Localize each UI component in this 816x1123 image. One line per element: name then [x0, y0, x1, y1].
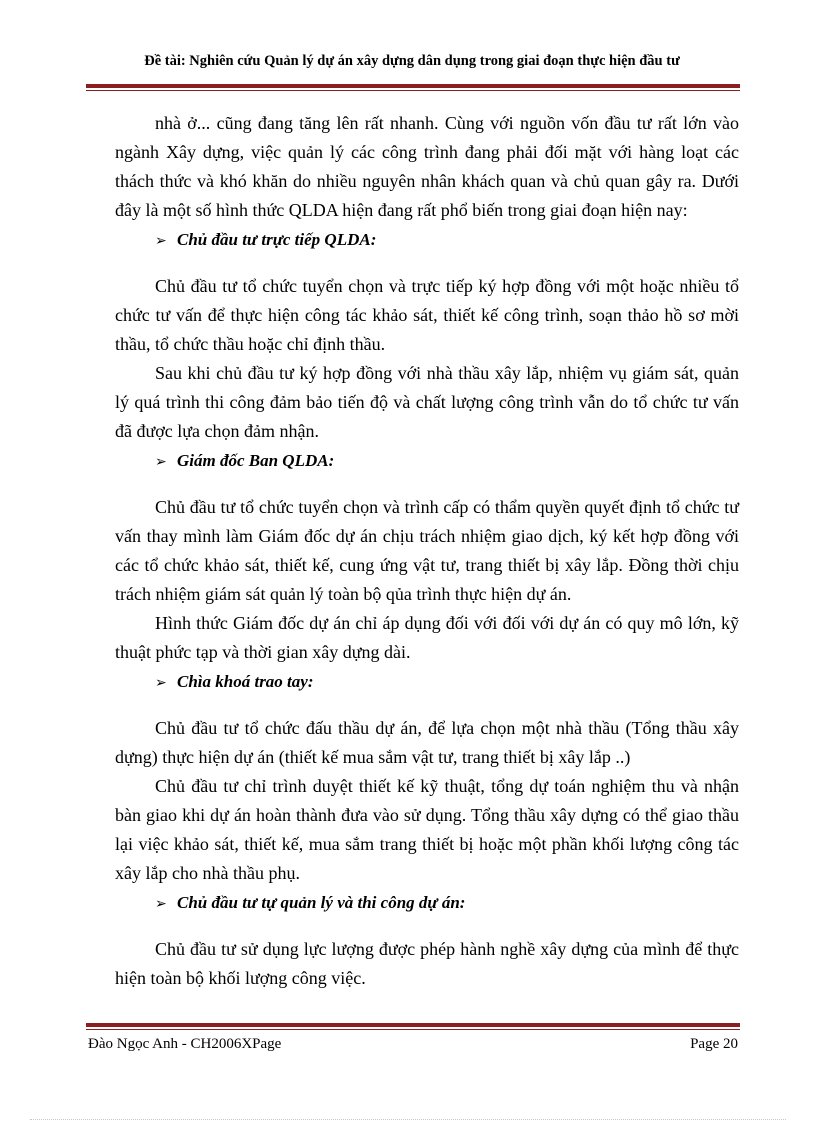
section-heading — [115, 446, 739, 477]
footer-rule — [86, 1023, 740, 1030]
page-number: Page 20 — [690, 1036, 738, 1052]
section-heading — [115, 225, 739, 256]
paragraph: Hình thức Giám đốc dự án chỉ áp dụng đối với đối với dự án có quy mô lớn, kỹ thuật phức tạp và thời gian xây dựng dài. — [115, 613, 739, 662]
section-heading-text: Chủ đầu tư trực tiếp QLDA: — [177, 230, 377, 249]
paragraph: Sau khi chủ đầu tư ký hợp đồng với nhà thầu xây lắp, nhiệm vụ giám sát, quản lý quá trình thi công đảm bảo tiến độ và chất lượng công trình vẫn do tổ chức tư vấn đã được lựa chọn đảm nhận. — [115, 363, 739, 441]
page-header-title: Đề tài: Nghiên cứu Quản lý dự án xây dựng dân dụng trong giai đoạn thực hiện đầu tư — [144, 53, 680, 69]
paragraph: Chủ đầu tư tổ chức tuyển chọn và trình cấp có thẩm quyền quyết định tổ chức tư vấn thay mình làm Giám đốc dự án chịu trách nhiệm giao dịch, ký kết hợp đồng với các tổ chức khảo sát, thiết kế, cung ứng vật tư, trang thiết bị xây lắp. Đồng thời chịu trách nhiệm giám sát quản lý toàn bộ qủa trình thực hiện dự án. — [115, 497, 739, 604]
section-heading-text: Chìa khoá trao tay: — [177, 672, 314, 691]
section-heading — [115, 888, 739, 919]
arrow-bullet-icon: ➢ — [155, 454, 167, 470]
paragraph: Chủ đầu tư tổ chức đấu thầu dự án, để lựa chọn một nhà thầu (Tổng thầu xây dựng) thực hiện dự án (thiết kế mua sắm vật tư, trang thiết bị xây lắp ..) — [115, 718, 739, 767]
paragraph: nhà ở... cũng đang tăng lên rất nhanh. Cùng với nguồn vốn đầu tư rất lớn vào ngành Xây dựng, việc quản lý các công trình đang phải đối mặt với hàng loạt các thách thức và khó khăn do nhiều nguyên nhân khách quan và chủ quan gây ra. Dưới đây là một số hình thức QLDA hiện đang rất phổ biến trong giai đoạn hiện nay: — [115, 113, 739, 220]
paragraph: Chủ đầu tư sử dụng lực lượng được phép hành nghề xây dựng của mình để thực hiện toàn bộ khối lượng công việc. — [115, 939, 739, 988]
section-heading-text: Giám đốc Ban QLDA: — [177, 451, 335, 470]
section-heading — [115, 667, 739, 698]
paragraph: Chủ đầu tư chỉ trình duyệt thiết kế kỹ thuật, tổng dự toán nghiệm thu và nhận bàn giao khi dự án hoàn thành đưa vào sử dụng. Tổng thầu xây dựng có thể giao thầu lại việc khảo sát, thiết kế, mua sắm trang thiết bị hoặc một phần khối lượng công tác xây lắp cho nhà thầu phụ. — [115, 776, 739, 883]
paragraph: Chủ đầu tư tổ chức tuyển chọn và trực tiếp ký hợp đồng với một hoặc nhiều tổ chức tư vấn để thực hiện công tác khảo sát, thiết kế công trình, soạn thảo hồ sơ mời thầu, tổ chức thầu hoặc chỉ định thầu. — [115, 276, 739, 354]
document-body — [115, 109, 739, 993]
arrow-bullet-icon: ➢ — [155, 896, 167, 912]
page-break-divider — [30, 1119, 786, 1120]
footer-author: Đào Ngọc Anh - CH2006XPage — [88, 1036, 282, 1052]
section-heading-text: Chủ đầu tư tự quản lý và thi công dự án: — [177, 893, 466, 912]
arrow-bullet-icon: ➢ — [155, 675, 167, 691]
arrow-bullet-icon: ➢ — [155, 233, 167, 249]
header-rule — [86, 84, 740, 91]
